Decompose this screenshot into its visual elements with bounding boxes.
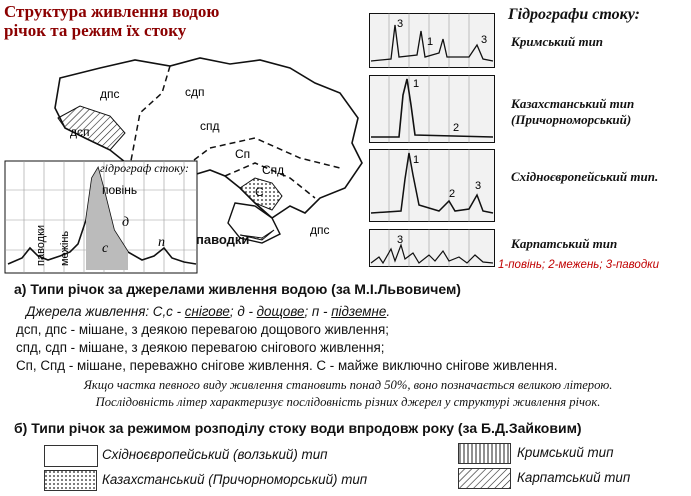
crimean-mark-1: 3: [397, 18, 404, 30]
kazakh-mark-2: 2: [453, 122, 460, 134]
hydrograph-label-east: Східноєвропейський тип.: [511, 169, 659, 184]
hydrograph-label-carpathian: Карпатський тип: [511, 236, 618, 251]
sources-line: [26, 304, 390, 319]
section-a-heading: а) Типи річок за джерелами живлення водою (за М.І.Львовичем): [14, 281, 461, 297]
carp-mark-1: 3: [397, 234, 404, 246]
inset-hydrograph: [4, 160, 200, 276]
legend-label-east: Східноєвропейський (волзький) тип: [102, 447, 328, 462]
page-title: Структура живлення водою річок та режим їх стоку: [4, 2, 220, 40]
legend-swatch-carpathian: [458, 468, 512, 490]
sources-sep-2: ; п -: [304, 304, 332, 319]
inset-rain-floods-right: паводки: [196, 232, 250, 247]
legend-swatch-crimean: [458, 443, 512, 465]
hydrograph-carpathian: [369, 229, 495, 267]
legend-swatch-kazakh: [44, 470, 98, 492]
map-label-spd: спд: [200, 119, 220, 133]
sources-sep-1: ; д -: [229, 304, 257, 319]
map-label-dps: дпс: [100, 87, 120, 101]
hydrograph-label-kazakh: Казахстанський тип (Причорноморський): [511, 96, 635, 127]
source-ground: підземне: [331, 304, 387, 319]
hydrograph-crimean: [369, 13, 495, 68]
snow-line: Сп, Спд - мішане, переважно снігове живлення. С - майже виключно снігове живлення.: [16, 358, 558, 373]
map-label-sdp: сдп: [185, 85, 205, 99]
legend-swatch-east: [44, 445, 98, 467]
hydrographs-heading: Гідрографи стоку:: [508, 6, 640, 23]
inset-caption: гідрограф стоку:: [100, 161, 190, 175]
mix-rain-line: дсп, дпс - мішане, з деякою перевагою дощового живлення;: [16, 322, 389, 337]
inset-letter-p: п: [158, 235, 165, 250]
sources-end: .: [386, 304, 391, 319]
map-label-s: С: [255, 185, 264, 199]
note-sequence: Послідовність літер характеризує послідовність різних джерел у структурі живлення річок.: [95, 395, 601, 409]
crimean-mark-2: 1: [427, 36, 434, 48]
legend-label-carpathian: Карпатський тип: [517, 470, 631, 485]
map-label-sp: Сп: [235, 147, 251, 161]
inset-rain-floods-left: паводки: [35, 224, 47, 266]
kazakh-mark-1: 1: [413, 78, 420, 90]
source-snow: снігове: [184, 304, 230, 319]
inset-letter-d: д: [122, 215, 130, 230]
crimean-mark-3: 3: [481, 34, 488, 46]
sources-prefix: Джерела живлення: С,с -: [26, 304, 185, 319]
map-label-dps2: дпс: [310, 223, 330, 237]
source-rain: дощове: [256, 304, 305, 319]
hydrograph-kazakhstan: [369, 75, 495, 143]
hydrograph-label-crimean: Кримський тип: [511, 34, 604, 49]
hydrograph-east-european: [369, 149, 495, 222]
mix-snow-line: спд, сдп - мішане, з деякою перевагою снігового живлення;: [16, 340, 385, 355]
map-label-dsp: дсп: [70, 125, 90, 139]
legend-label-kazakh: Казахстанський (Причорноморський) тип: [102, 472, 368, 487]
inset-flood-label: повінь: [102, 183, 138, 197]
note-majority: Якщо частка певного виду живлення становить понад 50%, воно позначається великою літерою.: [83, 378, 613, 392]
inset-low-water: межінь: [59, 230, 71, 266]
east-mark-2: 2: [449, 188, 456, 200]
east-mark-1: 1: [413, 154, 420, 166]
section-b-heading: б) Типи річок за режимом розподілу стоку води впродовж року (за Б.Д.Зайковим): [14, 420, 582, 436]
legend-label-crimean: Кримський тип: [517, 445, 614, 460]
map-label-spd2: Спд: [262, 163, 285, 177]
east-mark-3: 3: [475, 180, 482, 192]
hydrograph-legend: 1-повінь; 2-межень; 3-паводки: [498, 259, 659, 271]
inset-letter-s: с: [102, 241, 109, 256]
